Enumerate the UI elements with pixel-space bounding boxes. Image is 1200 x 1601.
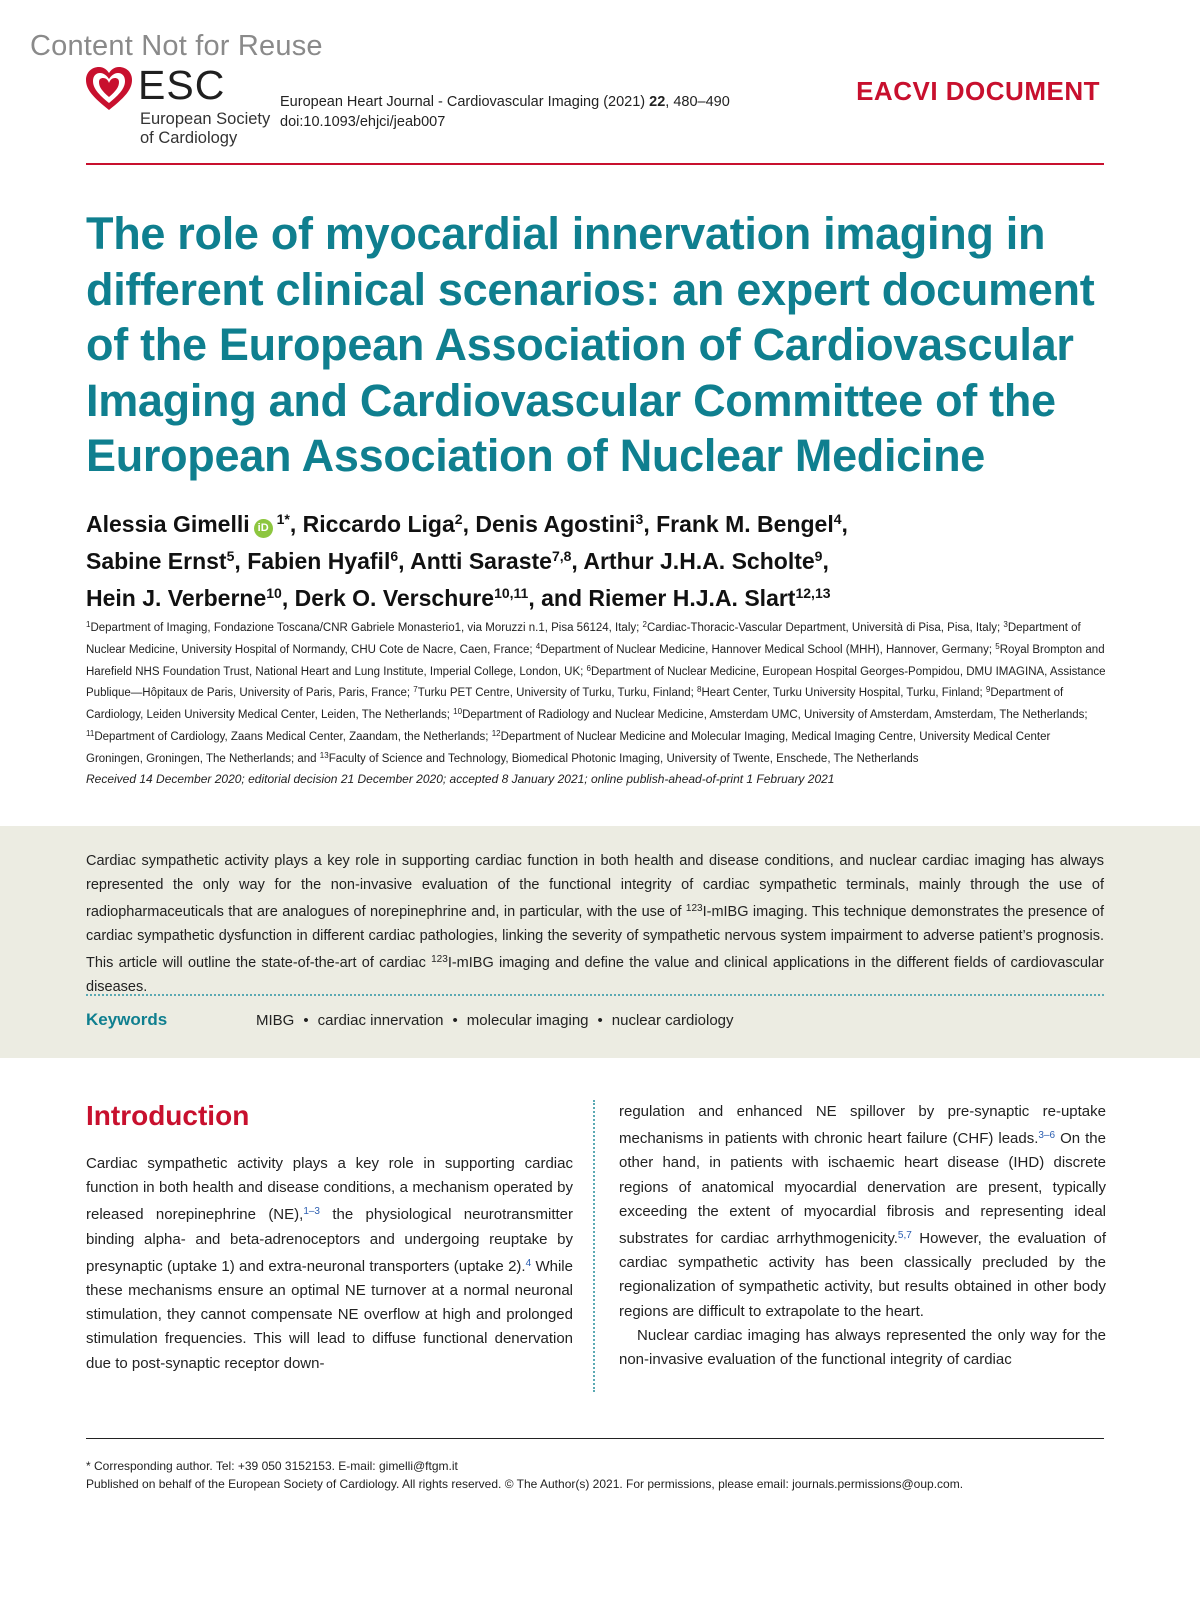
author: Fabien Hyafil xyxy=(247,548,391,574)
author: Riemer H.J.A. Slart xyxy=(588,585,796,611)
author-list: Alessia Gimelli $iD^{1*}$, Riccardo Liga$^2$, Denis Agostini$^3$, Frank M. Bengel$^4$, Sabine Ernst$^5$, Fabien Hyafil$^6$, Antti Saraste$^{7,8}$, Arthur J.H.A. Scholte$^9$, Hein J. Verberne$^{10}$, Derk O. Verschure$^{10,11}$, and Riemer H.J.A. Slart$^{12,13}$ xyxy=(86,511,848,611)
abstract-box xyxy=(0,826,1200,1058)
keyword: nuclear cardiology xyxy=(611,1012,734,1029)
paragraph: Nuclear cardiac imaging has always represented the only way for the non-invasive evaluation of the functional integrity of cardiac xyxy=(619,1326,1106,1369)
affiliation: Faculty of Science and Technology, Biomedical Photonic Imaging, University of Twente, Enschede, The Netherlands xyxy=(328,752,919,765)
citation-link[interactable]: 4 xyxy=(525,1257,532,1269)
paragraph: Cardiac sympathetic activity plays a key role in supporting cardiac function in both health and disease conditions, a mechanism operated by released norepinephrine (NE),$^{1-3}$ the physiological neurotransmitter binding alpha- and beta-adrenoceptors and undergoing reuptake by presynaptic (uptake 1) and extra-neuronal transporters (uptake 2).$^4$ While these mechanisms ensure an optimal NE turnover at a normal neuronal stimulation, they cannot compensate NE overflow at high and prolonged stimulation frequencies. This will lead to diffuse functional denervation due to post-synaptic receptor down- xyxy=(86,1155,573,1372)
affiliation: Department of Radiology and Nuclear Medicine, Amsterdam UMC, University of Amsterdam, Amsterdam, The Netherlands; xyxy=(462,709,1088,722)
affiliation: Heart Center, Turku University Hospital, Turku, Finland; xyxy=(701,687,983,700)
affiliation: Royal Brompton and Harefield NHS Foundation Trust, National Heart and Lung Institute, Imperial College, London, UK; xyxy=(86,643,1105,678)
journal-doi[interactable]: doi:10.1093/ehjci/jeab007 xyxy=(280,114,446,130)
heart-logo-icon xyxy=(84,66,134,112)
citation-link[interactable]: 5,7 xyxy=(897,1230,912,1242)
affiliation: Department of Imaging, Fondazione Toscana/CNR Gabriele Monasterio1, via Moruzzi n.1, Pisa 56124, Italy; xyxy=(90,622,640,634)
footnote-divider xyxy=(86,1438,1104,1439)
author: Riccardo Liga xyxy=(302,511,455,537)
affiliation: Department of Nuclear Medicine and Molecular Imaging, Medical Imaging Centre, University Medical Center Groningen, Groningen, The Netherlands; and xyxy=(86,730,1051,765)
affiliation: Department of Nuclear Medicine, Hannover Medical School (MHH), Hannover, Germany; xyxy=(540,643,993,656)
affiliation: Department of Nuclear Medicine, University Hospital of Normandy, CHU Cote de Nacre, Caen, France; xyxy=(86,622,1081,656)
article-title: The role of myocardial innervation imaging in different clinical scenarios: an expert document of the European Association of Cardiovascular Imaging and Cardiovascular Committee of the European Association of Nuclear Medicine xyxy=(86,208,1095,481)
affiliation: Turku PET Centre, University of Turku, Turku, Finland; xyxy=(417,687,694,700)
footnotes xyxy=(86,1457,1104,1493)
article-dates: Received 14 December 2020; editorial decision 21 December 2020; accepted 8 January 2021; online publish-ahead-of-print 1 February 2021 xyxy=(86,772,835,786)
author: Frank M. Bengel xyxy=(656,511,834,537)
author: Denis Agostini xyxy=(475,511,636,537)
section-heading-introduction: Introduction xyxy=(86,1100,250,1131)
citation-link[interactable]: 1–3 xyxy=(303,1206,320,1218)
author: Hein J. Verberne xyxy=(86,585,267,611)
affiliations: $^1$Department of Imaging, Fondazione Toscana/CNR Gabriele Monasterio1, via Moruzzi n.1, Pisa 56124, Italy; $^2$Cardiac-Thoracic-Vascular Department, Università di Pisa, Pisa, Italy; $^3$Department of Nuclear Medicine, University Hospital of Normandy, CHU Cote de Nacre, Caen, France; $^4$Department of Nuclear Medicine, Hannover Medical School (MHH), Hannover, Germany; $^5$Royal Brompton and Harefield NHS Foundation Trust, National Heart and Lung Institute, Imperial College, London, UK; $^6$Department of Nuclear Medicine, European Hospital Georges-Pompidou, DMU IMAGINA, Assistance Publique—Hôpitaux de Paris, University of Paris, Paris, France; $^7$Turku PET Centre, University of Turku, Turku, Finland; $^8$Heart Center, Turku University Hospital, Turku, Finland; $^9$Department of Cardiology, Leiden University Medical Center, Leiden, The Netherlands; $^{10}$Department of Radiology and Nuclear Medicine, Amsterdam UMC, University of Amsterdam, Amsterdam, The Netherlands; $^{11}$Department of Cardiology, Zaans Medical Center, Zaandam, the Netherlands; $^{12}$Department of Nuclear Medicine and Molecular Imaging, Medical Imaging Centre, University Medical Center Groningen, Groningen, The Netherlands; and $^{13}$Faculty of Science and Technology, Biomedical Photonic Imaging, University of Twente, Enschede, The Netherlands xyxy=(86,620,1106,765)
citation-link[interactable]: 3–6 xyxy=(1038,1130,1056,1142)
affiliation: Cardiac-Thoracic-Vascular Department, Università di Pisa, Pisa, Italy; xyxy=(646,622,1001,634)
watermark: Content Not for Reuse xyxy=(30,30,323,62)
body-column-left xyxy=(86,1152,573,1376)
column-divider xyxy=(593,1100,595,1392)
journal-citation xyxy=(280,92,730,132)
logo-esc-text: ESC xyxy=(138,62,226,108)
author: Derk O. Verschure xyxy=(294,585,495,611)
keywords-label: Keywords xyxy=(86,1010,168,1029)
affiliation: Department of Cardiology, Leiden University Medical Center, Leiden, The Netherlands; xyxy=(86,687,1064,722)
keyword: cardiac innervation xyxy=(317,1012,444,1029)
header-divider xyxy=(86,163,1104,165)
journal-name: European Heart Journal - Cardiovascular Imaging (2021) xyxy=(280,94,650,110)
affiliation: Department of Nuclear Medicine, European Hospital Georges-Pompidou, DMU IMAGINA, Assistance Publique—Hôpitaux de Paris, University of Paris, Paris, France; xyxy=(86,665,1106,700)
keyword: molecular imaging xyxy=(466,1012,589,1029)
logo-society-text: European Society of Cardiology xyxy=(140,110,271,147)
author: Sabine Ernst xyxy=(86,548,227,574)
document-type-label: EACVI DOCUMENT xyxy=(856,76,1100,106)
author: Antti Saraste xyxy=(410,548,552,574)
copyright-note: Published on behalf of the European Society of Cardiology. All rights reserved. © The Author(s) 2021. For permissions, please email: journals.permissions@oup.com. xyxy=(86,1477,964,1491)
abstract-text: Cardiac sympathetic activity plays a key role in supporting cardiac function in both health and disease conditions, and nuclear cardiac imaging has always represented the only way for the non-invasive evaluation of the functional integrity of cardiac sympathetic terminals, mainly through the use of radiopharmaceuticals that are analogues of norepinephrine and, in particular, with the use of $^{123}$I-mIBG imaging. This technique demonstrates the presence of cardiac sympathetic dysfunction in different cardiac pathologies, linking the severity of sympathetic nervous system impairment to adverse patient’s prognosis. This article will outline the state-of-the-art of cardiac $^{123}$I-mIBG imaging and define the value and clinical applications in the different fields of cardiovascular diseases. xyxy=(86,853,1104,995)
journal-volume: 22 xyxy=(649,94,666,110)
orcid-icon[interactable]: iD xyxy=(254,519,273,538)
affiliation: Department of Cardiology, Zaans Medical Center, Zaandam, the Netherlands; xyxy=(94,730,489,743)
esc-logo xyxy=(84,62,284,156)
keywords-list: MIBG • cardiac innervation • molecular imaging • nuclear cardiology xyxy=(256,1012,734,1029)
keyword: MIBG xyxy=(256,1012,295,1029)
author: Arthur J.H.A. Scholte xyxy=(583,548,815,574)
paragraph: regulation and enhanced NE spillover by pre-synaptic re-uptake mechanisms in patients with chronic heart failure (CHF) leads.$^{3-6}$ On the other hand, in patients with ischaemic heart disease (IHD) discrete regions of anatomical myocardial denervation are present, typically exceeding the extent of myocardial fibrosis and representing ideal substrates for cardiac arrhythmogenicity.$^{5,7}$ However, the evaluation of cardiac sympathetic activity has been classically precluded by the regionalization of sympathetic activity, but results obtained in other body regions are difficult to extrapolate to the heart. xyxy=(619,1103,1106,1320)
journal-pages: , 480–490 xyxy=(665,94,730,110)
corresponding-author-note: * Corresponding author. Tel: +39 050 3152153. E-mail: gimelli@ftgm.it xyxy=(86,1459,458,1473)
author: Alessia Gimelli xyxy=(86,511,250,537)
abstract-divider xyxy=(86,994,1104,996)
body-column-right xyxy=(619,1100,1106,1372)
